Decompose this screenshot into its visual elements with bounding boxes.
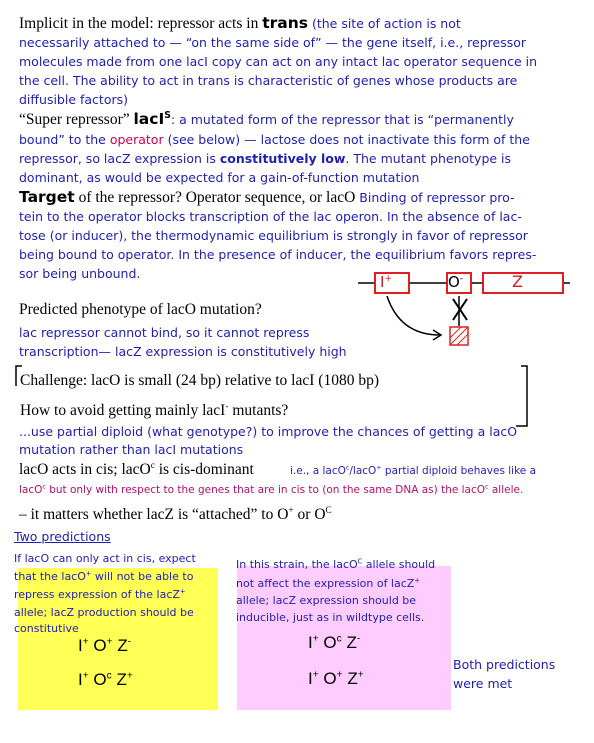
pink-text: not affect the expression of lacZ [236, 577, 415, 590]
pink-sup: C [357, 557, 363, 566]
g: I [308, 633, 313, 652]
partial-diploid-note [19, 423, 517, 459]
note-text: bound” to the [19, 132, 110, 147]
target-note-line: sor being unbound. [19, 266, 141, 281]
result-line: were met [453, 676, 513, 691]
yellow-genotype-2 [78, 670, 133, 690]
yellow-line: constitutive [14, 622, 79, 635]
yellow-sup: + [85, 569, 92, 578]
cis-note-text: partial diploid behaves like a [381, 465, 537, 477]
pink-genotype-1 [308, 633, 360, 653]
cis-note-text: but only with respect to the genes that are in cis to (on the same DNA as) the lacO [45, 484, 486, 496]
pink-line: inducible, just as in wildtype cells. [236, 611, 425, 624]
note-line: ...use partial diploid (what genotype?) to improve the chances of getting a lacO [19, 424, 518, 439]
pink-line [236, 556, 456, 573]
lacIs-superscript: S [164, 109, 171, 121]
challenge-text: How to avoid getting mainly lacI [20, 402, 226, 419]
lacO-label [448, 273, 463, 291]
gene-o-sup: - [459, 274, 464, 284]
lacZ-box [483, 273, 563, 293]
gs: - [356, 633, 361, 645]
pink-sup: + [414, 576, 420, 585]
target-note-line: tein to the operator blocks transcription of the lac operon. In the absence of lac- [19, 209, 522, 224]
g: O [318, 633, 337, 652]
g: I [78, 670, 83, 689]
yellow-note-text [14, 550, 224, 635]
trans-note-line: necessarily attached to — “on the same side of” — the gene itself, i.e., repressor [19, 35, 527, 50]
super-repressor-note: : a mutated form of the repressor that is “permanently [170, 112, 514, 127]
gs: + [82, 636, 89, 648]
target-bold: Target [19, 188, 75, 206]
gs: + [106, 636, 113, 648]
cis-note-text: i.e., a lacO [290, 465, 346, 477]
yellow-line [14, 586, 224, 604]
g: Z [341, 633, 357, 652]
trans-note-line: molecules made from one lacI copy can act on any intact lac operator sequence in [19, 54, 538, 69]
g: Z [111, 670, 127, 689]
gs: + [82, 670, 89, 682]
predicted-phenotype-answer [19, 324, 347, 361]
super-repressor-note-line [19, 130, 594, 149]
trans-lead: Implicit in the model: repressor acts in [19, 15, 263, 32]
cis-note-sup: c [42, 483, 46, 491]
cis-note-text: /lacO [349, 465, 377, 477]
trans-note-block [19, 33, 594, 109]
note-line: mutation rather than lacI mutations [19, 442, 244, 457]
gs: + [126, 670, 133, 682]
note-text: (see below) — lactose does not inactivate this form of the [163, 132, 530, 147]
yellow-line: allele; lacZ production should be [14, 606, 194, 619]
trans-note: (the site of action is not [307, 16, 461, 31]
yellow-genotype-1 [78, 636, 131, 656]
target-lead: of the repressor? Operator sequence, or lacO [74, 189, 356, 206]
lacI-label [380, 273, 392, 291]
cis-note-sup: c [485, 483, 489, 491]
note-text: repressor, so lacZ expression is [19, 151, 220, 166]
gene-i-sup: + [384, 274, 392, 284]
gs: - [127, 636, 132, 648]
attached-sup: + [288, 505, 294, 516]
result-line: Both predictions [453, 657, 556, 672]
super-repressor-note-line: dominant, as would be expected for a gain-of-function mutation [19, 170, 420, 185]
g: I [78, 636, 83, 655]
cis-sup: c [150, 460, 155, 471]
trans-bold: trans [262, 14, 308, 32]
gs: + [357, 669, 364, 681]
cis-note-1 [290, 465, 536, 477]
note-text: . The mutant phenotype is [345, 151, 512, 166]
gs: + [336, 669, 343, 681]
cis-note-2 [19, 484, 523, 496]
gs: + [312, 669, 319, 681]
answer-line: transcription— lacZ expression is constitutively high [19, 343, 347, 359]
challenge-line-1: Challenge: lacO is small (24 bp) relative to lacI (1080 bp) [20, 372, 379, 389]
cis-note-text: lacO [19, 484, 43, 496]
yellow-line: If lacO can only act in cis, expect [14, 552, 196, 565]
super-repressor-note-line [19, 149, 594, 168]
g: Z [342, 669, 358, 688]
para-super-repressor [19, 110, 594, 130]
cis-text: lacO acts in cis; lacO [19, 461, 151, 478]
para-target [19, 188, 594, 208]
trans-note-line: the cell. The ability to act in trans is characteristic of genes whose products are [19, 73, 518, 88]
challenge-text: mutants? [228, 402, 289, 419]
target-note-line: tose (or inducer), the thermodynamic equilibrium is strongly in favor of repressor [19, 228, 528, 243]
pink-note-text [236, 556, 456, 626]
target-note-line: being bound to operator. In the presence of inducer, the equilibrium favors repres- [19, 247, 537, 262]
trans-note-line: diffusible factors) [19, 92, 129, 107]
gs: + [312, 633, 319, 645]
repressor-arrow [387, 296, 440, 335]
operator-red-word: operator [109, 132, 164, 147]
g: O [318, 669, 337, 688]
pink-line [236, 575, 456, 592]
attached-sup: C [325, 505, 332, 516]
pink-text: allele should [362, 558, 436, 571]
challenge-sup: - [225, 401, 229, 412]
para-trans [19, 14, 589, 34]
yellow-text: repress expression of the lacZ [14, 588, 180, 601]
g: O [88, 636, 107, 655]
yellow-text: that the lacO [14, 570, 86, 583]
two-predictions-heading: Two predictions [14, 529, 111, 544]
g: Z [112, 636, 128, 655]
result-note [453, 655, 555, 693]
attached-text: – it matters whether lacZ is “attached” to O [19, 506, 289, 523]
cis-dominant-heading [19, 461, 254, 480]
constitutively-low-bold: constitutively low [219, 151, 346, 166]
challenge-line-2 [20, 402, 288, 421]
pink-line: allele; lacZ expression should be [236, 594, 417, 607]
g: O [88, 670, 107, 689]
cis-note-text: allele. [488, 484, 524, 496]
lacIs-label: lacI [133, 110, 165, 128]
cis-text: is cis-dominant [154, 461, 254, 478]
attached-line [19, 506, 332, 525]
attached-text: or O [293, 506, 326, 523]
gs: c [336, 633, 342, 645]
pink-text: In this strain, the lacO [236, 558, 358, 571]
super-repressor-lead: “Super repressor” [19, 111, 134, 128]
g: I [308, 669, 313, 688]
lacZ-label: Z [512, 272, 523, 291]
gene-i: I [380, 273, 385, 291]
gene-o: O [448, 273, 460, 291]
gs: c [106, 670, 112, 682]
super-repressor-note-block [19, 130, 594, 187]
target-note: Binding of repressor pro- [355, 190, 515, 205]
bracket-right [516, 366, 527, 426]
pink-genotype-2 [308, 669, 364, 689]
yellow-sup: + [179, 587, 186, 596]
answer-line: lac repressor cannot bind, so it cannot repress [19, 325, 310, 340]
yellow-text: will not be able to [91, 570, 194, 583]
cis-note-sup: c [345, 464, 350, 472]
yellow-line [14, 568, 224, 586]
predicted-phenotype-question: Predicted phenotype of lacO mutation? [19, 301, 262, 318]
cis-note-sup: + [376, 464, 382, 472]
